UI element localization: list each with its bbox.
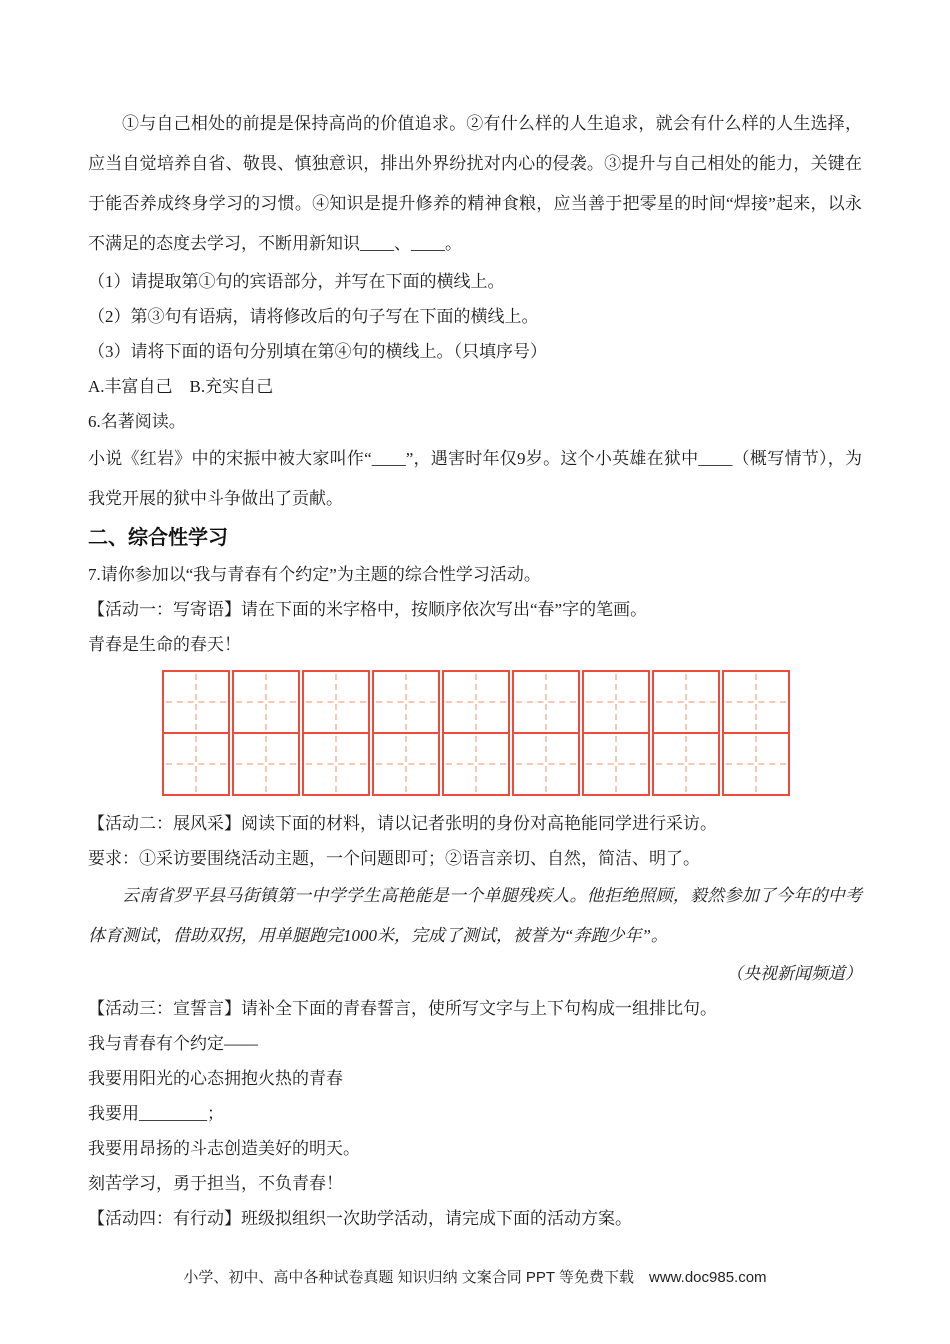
activity-3-title: 【活动三：宣誓言】请补全下面的青春誓言，使所写文字与上下句构成一组排比句。 [88,999,717,1018]
question-5-item-1: （1）请提取第①句的宾语部分，并写在下面的横线上。 [88,272,505,291]
writing-grid-column [302,670,370,796]
writing-grid-cell [302,732,370,796]
writing-grid-column [442,670,510,796]
writing-grid-cell [232,670,300,734]
writing-grid-cell [302,670,370,734]
cell-vertical-guide-line [615,674,617,730]
footer-text: 小学、初中、高中各种试卷真题 知识归纳 文案合同 PPT 等免费下载 www.doc985.com [183,1269,767,1286]
cell-vertical-guide-line [615,736,617,792]
writing-grid-column [162,670,230,796]
pledge-line-3: 我要用________； [88,1104,224,1123]
writing-grid-cell [162,732,230,796]
cell-vertical-guide-line [335,736,337,792]
writing-grid [162,670,862,796]
page-footer [0,1266,950,1287]
writing-grid-cell [512,670,580,734]
writing-grid-column [652,670,720,796]
cell-vertical-guide-line [755,736,757,792]
cell-vertical-guide-line [545,736,547,792]
writing-grid-cell [722,732,790,796]
cell-vertical-guide-line [195,674,197,730]
pledge-line-4: 我要用昂扬的斗志创造美好的明天。 [88,1139,360,1158]
cell-vertical-guide-line [545,674,547,730]
cell-vertical-guide-line [335,674,337,730]
cell-vertical-guide-line [755,674,757,730]
question-6-passage: 小说《红岩》中的宋振中被大家叫作“____”，遇害时年仅9岁。这个小英雄在狱中____（概写情节），为我党开展的狱中斗争做出了贡献。 [88,449,862,508]
cell-vertical-guide-line [475,736,477,792]
question-5-options: A.丰富自己 B.充实自己 [88,377,274,396]
section-2-heading: 二、综合性学习 [88,527,228,549]
activity-4-title: 【活动四：有行动】班级拟组织一次助学活动，请完成下面的活动方案。 [88,1209,632,1228]
writing-grid-column [232,670,300,796]
cell-vertical-guide-line [195,736,197,792]
pledge-line-2: 我要用阳光的心态拥抱火热的青春 [88,1069,343,1088]
question-5-item-2: （2）第③句有语病，请将修改后的句子写在下面的横线上。 [88,307,539,326]
cell-vertical-guide-line [405,674,407,730]
cell-vertical-guide-line [685,674,687,730]
question-7-intro: 7.请你参加以“我与青春有个约定”为主题的综合性学习活动。 [88,565,541,584]
question-6-heading: 6.名著阅读。 [88,412,186,431]
writing-grid-cell [652,670,720,734]
writing-grid-column [582,670,650,796]
writing-grid-cell [652,732,720,796]
pledge-line-5: 刻苦学习，勇于担当，不负青春！ [88,1174,343,1193]
writing-grid-cell [372,670,440,734]
activity-1-lead: 青春是生命的春天！ [88,635,241,654]
writing-grid-cell [442,670,510,734]
writing-grid-cell [232,732,300,796]
writing-grid-cell [372,732,440,796]
cell-vertical-guide-line [405,736,407,792]
activity-2-title: 【活动二：展风采】阅读下面的材料，请以记者张明的身份对高艳能同学进行采访。 [88,814,717,833]
writing-grid-cell [582,670,650,734]
activity-2-requirements: 要求：①采访要围绕活动主题，一个问题即可；②语言亲切、自然，简洁、明了。 [88,849,700,868]
material-source: （央视新闻频道） [726,964,862,983]
cell-vertical-guide-line [475,674,477,730]
writing-grid-cell [722,670,790,734]
activity-1-title: 【活动一：写寄语】请在下面的米字格中，按顺序依次写出“春”字的笔画。 [88,600,648,619]
writing-grid-column [372,670,440,796]
writing-grid-cell [512,732,580,796]
question-5-item-3: （3）请将下面的语句分别填在第④句的横线上。（只填序号） [88,342,547,361]
pledge-line-1: 我与青春有个约定—— [88,1034,258,1053]
writing-grid-cell [582,732,650,796]
material-paragraph: 云南省罗平县马街镇第一中学学生高艳能是一个单腿残疾人。他拒绝照顾，毅然参加了今年的中考体育测试，借助双拐，用单腿跑完1000米，完成了测试，被誉为“奔跑少年”。 [88,886,862,945]
writing-grid-column [722,670,790,796]
cell-vertical-guide-line [265,674,267,730]
passage-paragraph: ①与自己相处的前提是保持高尚的价值追求。②有什么样的人生追求，就会有什么样的人生选择，应当自觉培养自省、敬畏、慎独意识，排出外界纷扰对内心的侵袭。③提升与自己相处的能力，关键在于能否养成终身学习的习惯。④知识是提升修养的精神食粮，应当善于把零星的时间“焊接”起来，以永不满足的态度去学习，不断用新知识____、____。 [88,114,862,253]
cell-vertical-guide-line [265,736,267,792]
writing-grid-cell [162,670,230,734]
writing-grid-column [512,670,580,796]
writing-grid-cell [442,732,510,796]
cell-vertical-guide-line [685,736,687,792]
